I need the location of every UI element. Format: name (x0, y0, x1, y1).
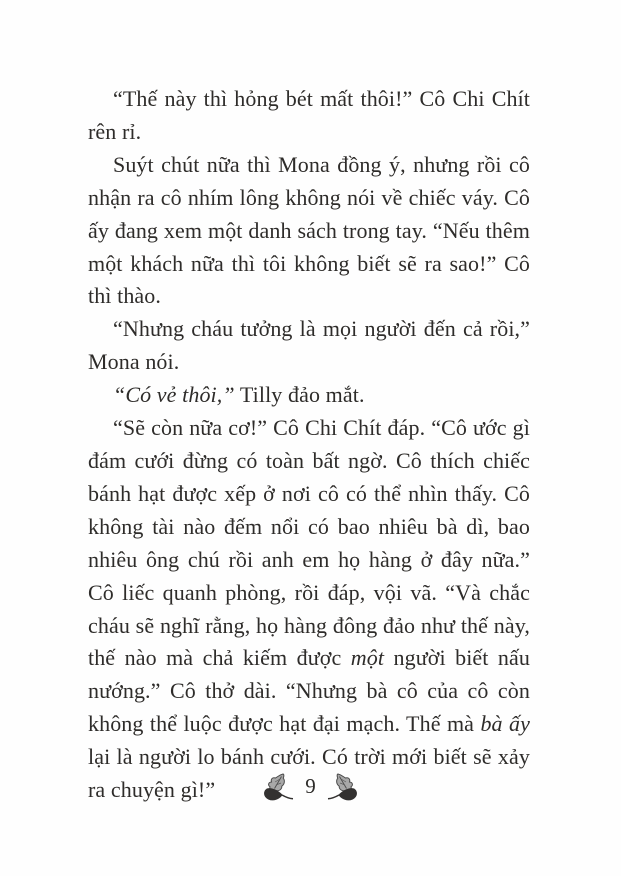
italic-text-run: bà ấy (480, 711, 530, 737)
page-text (88, 83, 530, 807)
paragraph (88, 83, 530, 149)
page-footer (0, 771, 621, 805)
paragraph (88, 313, 530, 379)
text-run: Suýt chút nữa thì Mona đồng ý, nhưng rồi cô nhận ra cô nhím lông không nói về chiếc váy. Cô ấy đang xem một danh sách trong tay. “Nếu thêm một khách nữa thì tôi không biết sẽ ra sao!” Cô thì thào. (88, 151, 530, 309)
text-run: “Sẽ còn nữa cơ!” Cô Chi Chít đáp. “Cô ước gì đám cưới đừng có toàn bất ngờ. Cô thích chiếc bánh hạt được xếp ở nơi cô có thể nhìn thấy. Cô không tài nào đếm nổi có bao nhiêu bà dì, bao nhiêu ông chú rồi anh em họ hàng ở đây nữa.” Cô liếc quanh phòng, rồi đáp, vội vã. “Và chắc cháu sẽ nghĩ rằng, họ hàng đông đảo như thế này, thế nào mà chả kiếm được (88, 415, 530, 671)
italic-text-run: một (350, 645, 385, 671)
text-run: Tilly đảo mắt. (234, 382, 365, 408)
paragraph (88, 412, 530, 807)
leaf-ornament-right-icon (326, 773, 359, 803)
leaf-ornament-left-icon (262, 773, 295, 803)
page-number: 9 (305, 774, 316, 798)
italic-text-run: “Có vẻ thôi,” (113, 382, 235, 408)
text-run: người biết nấu nướng.” Cô thở dài. “Nhưng bà cô của cô còn không thể luộc được hạt đại mạch. Thế mà (88, 645, 530, 737)
text-run: “Thế này thì hỏng bét mất thôi!” Cô Chi Chít rên rỉ. (88, 86, 530, 144)
paragraph (88, 379, 530, 412)
text-run: “Nhưng cháu tưởng là mọi người đến cả rồi,” Mona nói. (88, 316, 530, 375)
paragraph (88, 149, 530, 314)
text-run: lại là người lo bánh cưới. Có trời mới biết sẽ xảy ra chuyện gì!” (88, 744, 530, 803)
